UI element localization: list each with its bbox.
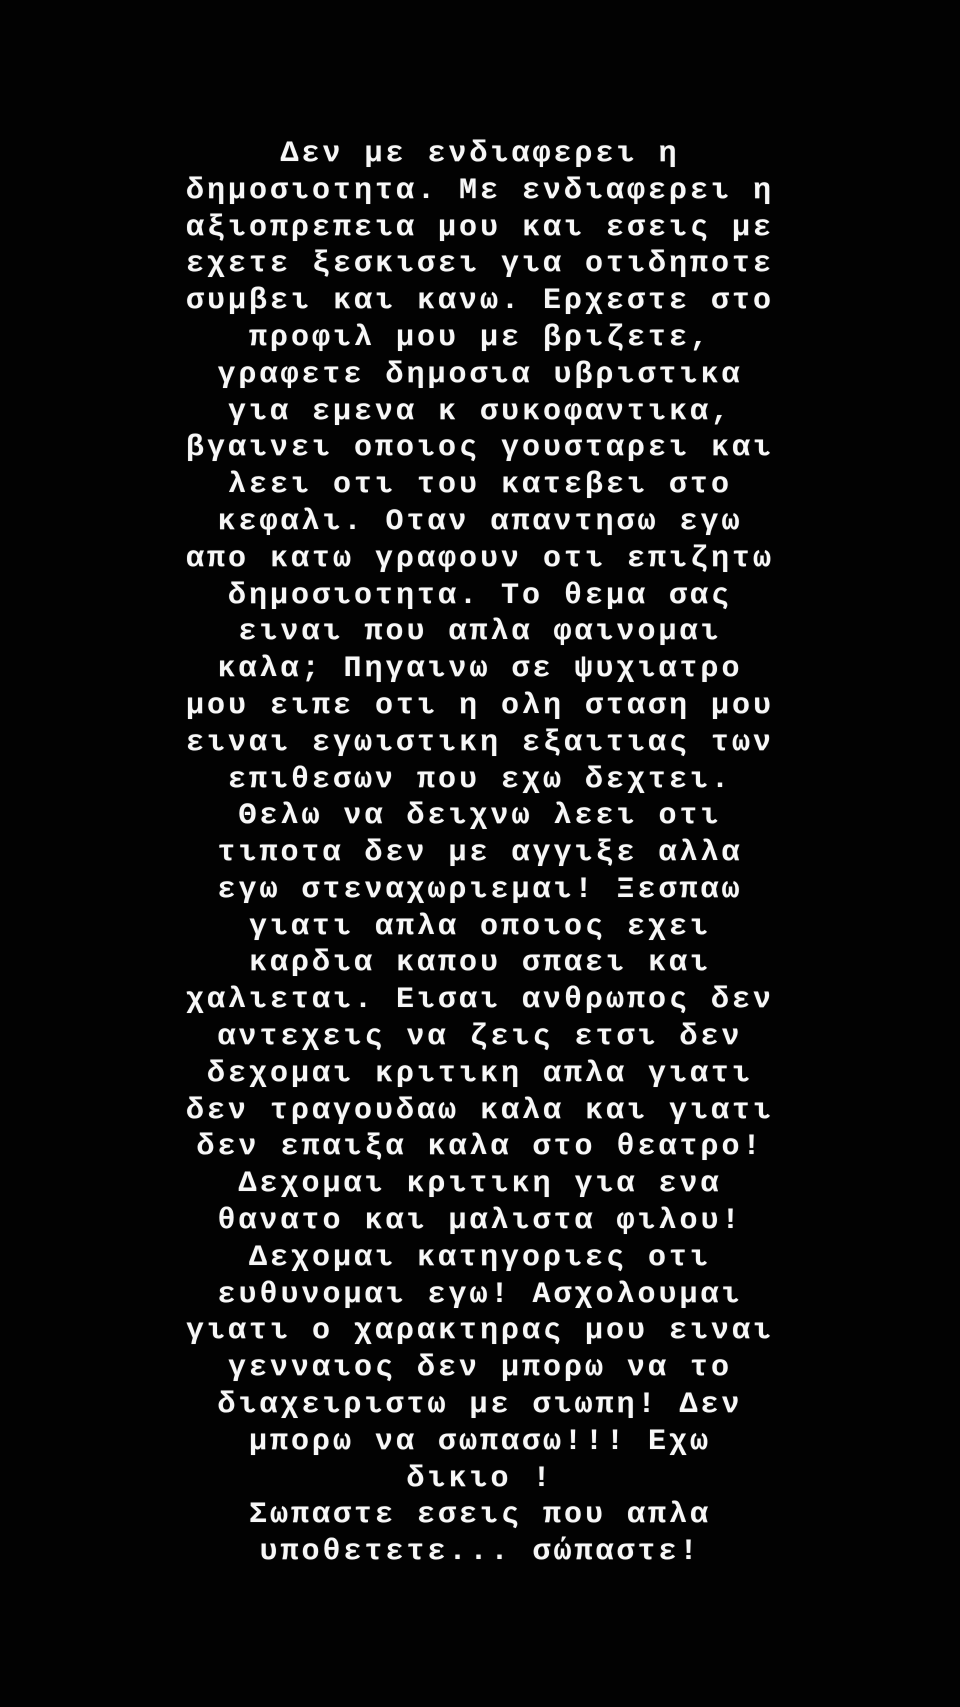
text-line: δεν τραγουδαω καλα και γιατι <box>185 1093 775 1128</box>
text-line: γενναιος δεν μπορω να το <box>227 1351 733 1386</box>
text-line: βγαινει οποιος γουσταρει και <box>185 431 775 466</box>
text-line: ευθυνομαι εγω! Ασχολουμαι <box>217 1277 743 1312</box>
text-line: εγω στεναχωριεμαι! Ξεσπαω <box>217 872 743 907</box>
text-line: υποθετετε... σώπαστε! <box>259 1535 701 1570</box>
text-line: απο κατω γραφουν οτι επιζητω <box>185 541 775 576</box>
text-line: χαλιεται. Εισαι ανθρωπος δεν <box>185 983 775 1018</box>
text-line: δημοσιοτητα. Με ενδιαφερει η <box>185 173 775 208</box>
text-line: συμβει και κανω. Ερχεστε στο <box>185 284 775 319</box>
text-line: Δεχομαι κριτικη για ενα <box>238 1167 722 1202</box>
text-line: δεχομαι κριτικη απλα γιατι <box>206 1056 754 1091</box>
text-line: κεφαλι. Οταν απαντησω εγω <box>217 504 743 539</box>
text-line: δεν επαιξα καλα στο θεατρο! <box>196 1130 764 1165</box>
text-line: προφιλ μου με βριζετε, <box>248 320 712 355</box>
text-line: θανατο και μαλιστα φιλου! <box>217 1204 743 1239</box>
text-line: Δεν με ενδιαφερει η <box>280 136 680 171</box>
text-line: Θελω να δειχνω λεει οτι <box>238 799 722 834</box>
text-line: επιθεσων που εχω δεχτει. <box>227 762 733 797</box>
text-line: καλα; Πηγαινω σε ψυχιατρο <box>217 652 743 687</box>
text-line: για εμενα κ συκοφαντικα, <box>227 394 733 429</box>
text-line: ειναι που απλα φαινομαι <box>238 615 722 650</box>
text-line: δημοσιοτητα. Το θεμα σας <box>227 578 733 613</box>
text-line: γιατι ο χαρακτηρας μου ειναι <box>185 1314 775 1349</box>
text-line: γιατι απλα οποιος εχει <box>248 909 712 944</box>
text-line: γραφετε δημοσια υβριστικα <box>217 357 743 392</box>
text-line: τιποτα δεν με αγγιξε αλλα <box>217 836 743 871</box>
text-line: αντεχεις να ζεις ετσι δεν <box>217 1020 743 1055</box>
text-line: Δεχομαι κατηγοριες οτι <box>248 1240 712 1275</box>
text-line: καρδια καπου σπαει και <box>248 946 712 981</box>
text-line: Σωπαστε εσεις που απλα <box>248 1498 712 1533</box>
text-line: μπορω να σωπασω!!! Εχω <box>248 1424 712 1459</box>
text-line: δικιο ! <box>406 1461 554 1496</box>
story-text-block <box>130 136 830 1571</box>
text-line: λεει οτι του κατεβει στο <box>227 468 733 503</box>
text-line: διαχειριστω με σιωπη! Δεν <box>217 1388 743 1423</box>
text-line: αξιοπρεπεια μου και εσεις με <box>185 210 775 245</box>
text-line: μου ειπε οτι η ολη σταση μου <box>185 688 775 723</box>
text-line: ειναι εγωιστικη εξαιτιας των <box>185 725 775 760</box>
text-line: εχετε ξεσκισει για οτιδηποτε <box>185 247 775 282</box>
